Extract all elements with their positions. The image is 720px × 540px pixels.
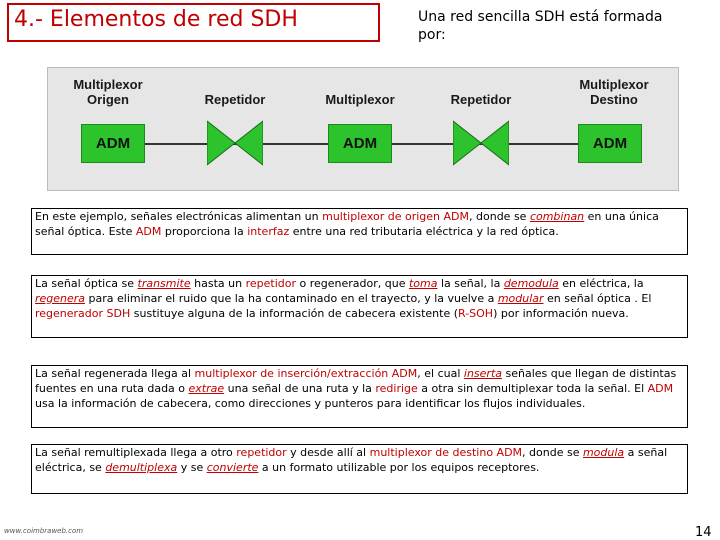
label-mux-dest bbox=[569, 77, 659, 107]
highlighted-term: transmite bbox=[137, 277, 191, 290]
page-number: 14 bbox=[695, 525, 712, 540]
highlighted-term: inserta bbox=[463, 367, 503, 380]
highlighted-term: interfaz bbox=[247, 225, 290, 238]
paragraph-text: una señal de una ruta y la bbox=[224, 382, 376, 395]
paragraph-text: sustituye alguna de la información de cabecera existente ( bbox=[130, 307, 458, 320]
repeater-1-icon bbox=[207, 120, 263, 166]
paragraph-text: , el cual bbox=[417, 367, 464, 380]
highlighted-term: R-SOH bbox=[458, 307, 494, 320]
paragraph-text: a un formato utilizable por los equipos receptores. bbox=[258, 461, 540, 474]
label-repeater-1: Repetidor bbox=[204, 92, 266, 107]
paragraph-text: entre una red tributaria eléctrica y la red óptica. bbox=[289, 225, 559, 238]
paragraph-text: La señal remultiplexada llega a otro bbox=[35, 446, 237, 459]
highlighted-term: multiplexor de origen ADM bbox=[322, 210, 470, 223]
highlighted-term: ADM bbox=[135, 225, 162, 238]
paragraph-text: señales que llegan de distintas fuentes en una ruta dada o bbox=[35, 367, 677, 395]
intro-text: Una red sencilla SDH está formada por: bbox=[418, 9, 663, 43]
paragraph-text: para eliminar el ruido que la ha contaminado en el trayecto, y la vuelve a bbox=[85, 292, 498, 305]
highlighted-term: regenerador SDH bbox=[35, 307, 131, 320]
paragraph-text: hasta un bbox=[190, 277, 246, 290]
highlighted-term: regenera bbox=[35, 292, 86, 305]
highlighted-term: repetidor bbox=[245, 277, 296, 290]
highlighted-term: combinan bbox=[529, 210, 585, 223]
highlighted-term: ADM bbox=[647, 382, 674, 395]
highlighted-term: modula bbox=[582, 446, 625, 459]
label-mux-dest-line2: Destino bbox=[590, 92, 638, 107]
paragraph-text: en eléctrica, la bbox=[558, 277, 644, 290]
paragraph-text: , donde se bbox=[469, 210, 530, 223]
label-mux-origin-line2: Origen bbox=[87, 92, 129, 107]
repeater-2-icon bbox=[453, 120, 509, 166]
paragraph-text: ) por información nueva. bbox=[493, 307, 629, 320]
adm-origin: ADM bbox=[81, 124, 145, 163]
paragraph-box-4 bbox=[31, 444, 688, 494]
label-repeater-2: Repetidor bbox=[450, 92, 512, 107]
paragraph-text: La señal óptica se bbox=[35, 277, 138, 290]
label-mux-origin bbox=[68, 77, 148, 107]
highlighted-term: multiplexor de destino ADM bbox=[369, 446, 523, 459]
paragraph-text: en una única señal óptica. Este bbox=[35, 210, 659, 238]
paragraph-text: usa la información de cabecera, como direcciones y punteros para identificar los flujos individuales. bbox=[35, 397, 586, 410]
highlighted-term: multiplexor de inserción/extracción ADM bbox=[194, 367, 418, 380]
highlighted-term: extrae bbox=[188, 382, 225, 395]
adm-middle: ADM bbox=[328, 124, 392, 163]
highlighted-term: convierte bbox=[206, 461, 259, 474]
adm-destination: ADM bbox=[578, 124, 642, 163]
paragraph-text: en señal óptica . El bbox=[543, 292, 652, 305]
paragraph-box-2 bbox=[31, 275, 688, 338]
label-mux-origin-line1: Multiplexor bbox=[73, 77, 143, 92]
highlighted-term: repetidor bbox=[236, 446, 287, 459]
paragraph-text: , donde se bbox=[522, 446, 583, 459]
highlighted-term: modular bbox=[497, 292, 544, 305]
paragraph-text: a otra sin demultiplexar toda la señal. El bbox=[417, 382, 648, 395]
footer-website-link[interactable]: www.coimbraweb.com bbox=[4, 527, 84, 535]
slide-title: 4.- Elementos de red SDH bbox=[14, 7, 298, 32]
sdh-network-diagram bbox=[47, 67, 679, 191]
paragraph-text: o regenerador, que bbox=[295, 277, 409, 290]
paragraph-text: En este ejemplo, señales electrónicas alimentan un bbox=[35, 210, 323, 223]
paragraph-box-1 bbox=[31, 208, 688, 255]
paragraph-text: a señal eléctrica, se bbox=[35, 446, 668, 474]
label-mux-dest-line1: Multiplexor bbox=[579, 77, 649, 92]
highlighted-term: demultiplexa bbox=[105, 461, 178, 474]
paragraph-text: la señal, la bbox=[437, 277, 504, 290]
paragraph-text: La señal regenerada llega al bbox=[35, 367, 195, 380]
highlighted-term: redirige bbox=[375, 382, 418, 395]
label-mux-middle: Multiplexor bbox=[325, 92, 395, 107]
paragraph-text: proporciona la bbox=[161, 225, 248, 238]
highlighted-term: toma bbox=[408, 277, 438, 290]
paragraph-text: y se bbox=[177, 461, 207, 474]
paragraph-box-3 bbox=[31, 365, 688, 428]
highlighted-term: demodula bbox=[503, 277, 559, 290]
paragraph-text: y desde allí al bbox=[286, 446, 370, 459]
